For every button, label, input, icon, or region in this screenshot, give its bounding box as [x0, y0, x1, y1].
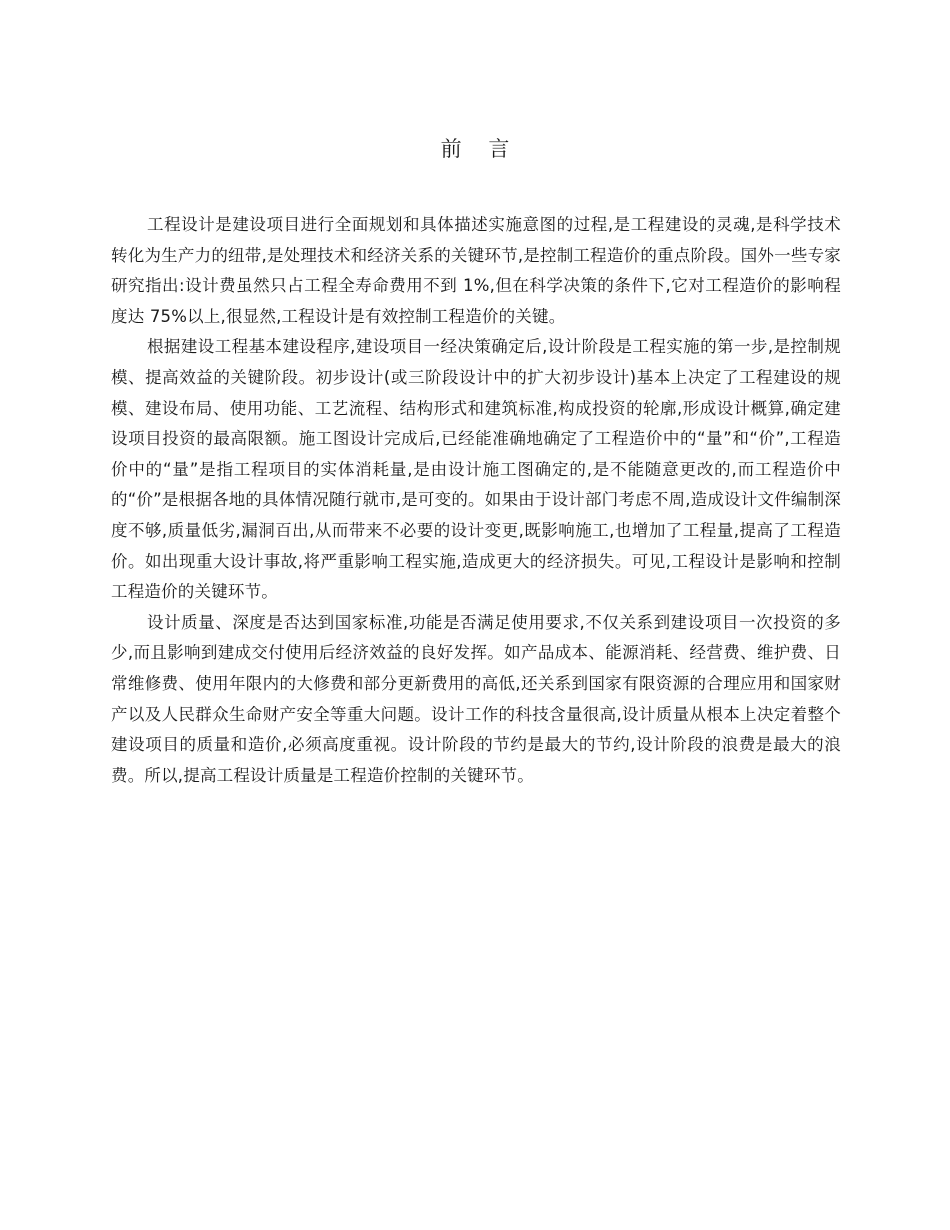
paragraph-1: 工程设计是建设项目进行全面规划和具体描述实施意图的过程,是工程建设的灵魂,是科学技术转化为生产力的纽带,是处理技术和经济关系的关键环节,是控制工程造价的重点阶段。国外一些专家研究指出:设计费虽然只占工程全寿命费用不到 1%,但在科学决策的条件下,它对工程造价的影响程度达 75%以上,很显然,工程设计是有效控制工程造价的关键。: [111, 215, 841, 326]
paragraph-2: 根据建设工程基本建设程序,建设项目一经决策确定后,设计阶段是工程实施的第一步,是控制规模、提高效益的关键阶段。初步设计(或三阶段设计中的扩大初步设计)基本上决定了工程建设的规模、建设布局、使用功能、工艺流程、结构形式和建筑标准,构成投资的轮廓,形成设计概算,确定建设项目投资的最高限额。施工图设计完成后,已经能准确地确定了工程造价中的“量”和“价”,工程造价中的“量”是指工程项目的实体消耗量,是由设计施工图确定的,是不能随意更改的,而工程造价中的“价”是根据各地的具体情况随行就市,是可变的。如果由于设计部门考虑不周,造成设计文件编制深度不够,质量低劣,漏洞百出,从而带来不必要的设计变更,既影响施工,也增加了工程量,提高了工程造价。如出现重大设计事故,将严重影响工程实施,造成更大的经济损失。可见,工程设计是影响和控制工程造价的关键环节。: [111, 337, 841, 602]
page-title: 前 言: [440, 137, 520, 161]
paragraph-3: 设计质量、深度是否达到国家标准,功能是否满足使用要求,不仅关系到建设项目一次投资的多少,而且影响到建成交付使用后经济效益的良好发挥。如产品成本、能源消耗、经营费、维护费、日常维修费、使用年限内的大修费和部分更新费用的高低,还关系到国家有限资源的合理应用和国家财产以及人民群众生命财产安全等重大问题。设计工作的科技含量很高,设计质量从根本上决定着整个建设项目的质量和造价,必须高度重视。设计阶段的节约是最大的节约,设计阶段的浪费是最大的浪费。所以,提高工程设计质量是工程造价控制的关键环节。: [111, 612, 841, 785]
body-text: [111, 210, 841, 791]
